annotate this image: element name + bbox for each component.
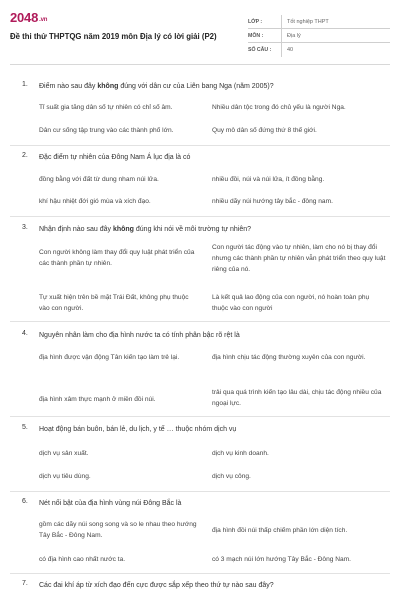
page-header: [0, 0, 400, 62]
question-text-emphasis: không: [112, 226, 134, 233]
answer-option[interactable]: địa hình chịu tác động thường xuyên của con người.: [212, 354, 366, 361]
document-title: Đề thi thử THPTQG năm 2019 môn Địa lý có lời giải (P2): [10, 32, 217, 41]
question-number: 6.: [22, 498, 28, 505]
answer-option[interactable]: địa hình được vận động Tân kiến tạo làm trẻ lại.: [39, 354, 180, 361]
answer-option[interactable]: dịch vụ tiêu dùng.: [39, 473, 91, 480]
answer-option[interactable]: Tự xuất hiện trên bề mặt Trái Đất, không phụ thuộc vào con người.: [39, 294, 189, 312]
meta-key: SỐ CÂU :: [248, 43, 282, 57]
question-text: [39, 224, 379, 235]
answer-option[interactable]: trải qua quá trình kiến tạo lâu dài, chịu tác động nhiều của ngoại lực.: [212, 389, 382, 407]
meta-key: MÔN :: [248, 29, 282, 42]
metadata-table: [248, 15, 390, 57]
question-text: [39, 330, 379, 341]
answer-option[interactable]: có địa hình cao nhất nước ta.: [39, 556, 126, 563]
meta-value: Địa lý: [287, 32, 301, 39]
question-text-part: đúng với dân cư của Liên bang Nga (năm 2005)?: [118, 83, 274, 90]
answer-option[interactable]: dịch vụ sản xuất.: [39, 450, 89, 457]
meta-row-class: [248, 15, 390, 29]
question-text-part: Nét nổi bật của địa hình vùng núi Đông Bắc là: [39, 500, 182, 507]
question-text-part: Các đai khí áp từ xích đạo đến cực được sắp xếp theo thứ tự nào sau đây?: [39, 582, 274, 589]
question-text-part: Hoạt động bán buôn, bán lẻ, du lịch, y tế … thuộc nhóm dịch vụ: [39, 426, 237, 433]
answer-option[interactable]: gồm các dãy núi song song và so le nhau theo hướng Tây Bắc - Đông Nam.: [39, 521, 197, 539]
question-text-part: Đặc điểm tự nhiên của Đông Nam Á lục địa là có: [39, 154, 191, 161]
answer-option[interactable]: dịch vụ công.: [212, 473, 251, 480]
answer-option[interactable]: Là kết quả lao động của con người, nó hoàn toàn phụ thuộc vào con người: [212, 294, 370, 312]
answer-option[interactable]: địa hình xâm thực mạnh ở miền đồi núi.: [39, 396, 156, 403]
answer-option[interactable]: Dân cư sống tập trung vào các thành phố lớn.: [39, 127, 174, 134]
question-divider: [10, 573, 390, 574]
question-text-part: Nguyên nhân làm cho địa hình nước ta có tính phân bậc rõ rệt là: [39, 332, 240, 339]
question-text: [39, 498, 379, 509]
question-text-emphasis: không: [97, 83, 119, 90]
question-divider: [10, 491, 390, 492]
question-text-part: Điểm nào sau đây: [39, 83, 98, 90]
question-number: 5.: [22, 424, 28, 431]
question-number: 4.: [22, 330, 28, 337]
site-logo[interactable]: [10, 10, 47, 25]
question-text-part: đúng khi nói về môi trường tự nhiên?: [133, 226, 252, 233]
meta-value: Tốt nghiệp THPT: [287, 18, 329, 25]
answer-option[interactable]: có 3 mạch núi lớn hướng Tây Bắc - Đông Nam.: [212, 556, 352, 563]
answer-option[interactable]: khí hậu nhiệt đới gió mùa và xích đạo.: [39, 198, 151, 205]
question-number: 7.: [22, 580, 28, 587]
answer-option[interactable]: nhiều dãy núi hướng tây bắc - đông nam.: [212, 198, 333, 205]
question-number: 2.: [22, 152, 28, 159]
meta-value: 40: [287, 47, 294, 53]
question-text: [39, 580, 379, 591]
question-text: [39, 424, 379, 435]
question-divider: [10, 321, 390, 322]
answer-option[interactable]: Quy mô dân số đứng thứ 8 thế giới.: [212, 127, 317, 134]
logo-text: 2048: [10, 10, 39, 25]
question-divider: [10, 216, 390, 217]
answer-option[interactable]: Nhiều dân tộc trong đó chủ yếu là người Nga.: [212, 104, 346, 111]
answer-option[interactable]: đồng bằng với đất từ dung nham núi lửa.: [39, 176, 159, 183]
meta-row-subject: [248, 29, 390, 43]
answer-option[interactable]: dịch vụ kinh doanh.: [212, 450, 269, 457]
meta-key: LỚP :: [248, 15, 282, 28]
answer-option[interactable]: Con người không làm thay đổi quy luật phát triển của các thành phần tự nhiên.: [39, 249, 195, 267]
question-number: 1.: [22, 81, 28, 88]
answer-option[interactable]: địa hình đồi núi thấp chiếm phần lớn diện tích.: [212, 527, 348, 534]
logo-suffix: .vn: [39, 17, 48, 23]
meta-row-count: [248, 43, 390, 57]
question-divider: [10, 145, 390, 146]
answer-option[interactable]: Con người tác động vào tự nhiên, làm cho nó bị thay đổi nhưng các thành phần tự nhiên vẫn phát triển theo quy luật riêng của nó.: [212, 244, 386, 273]
question-text: [39, 81, 379, 92]
question-divider: [10, 416, 390, 417]
header-divider: [10, 64, 390, 65]
answer-option[interactable]: nhiều đồi, núi và núi lửa, ít đồng bằng.: [212, 176, 325, 183]
answer-option[interactable]: Tỉ suất gia tăng dân số tự nhiên có chỉ số âm.: [39, 104, 173, 111]
question-number: 3.: [22, 224, 28, 231]
question-text: [39, 152, 379, 163]
question-text-part: Nhận định nào sau đây: [39, 226, 113, 233]
